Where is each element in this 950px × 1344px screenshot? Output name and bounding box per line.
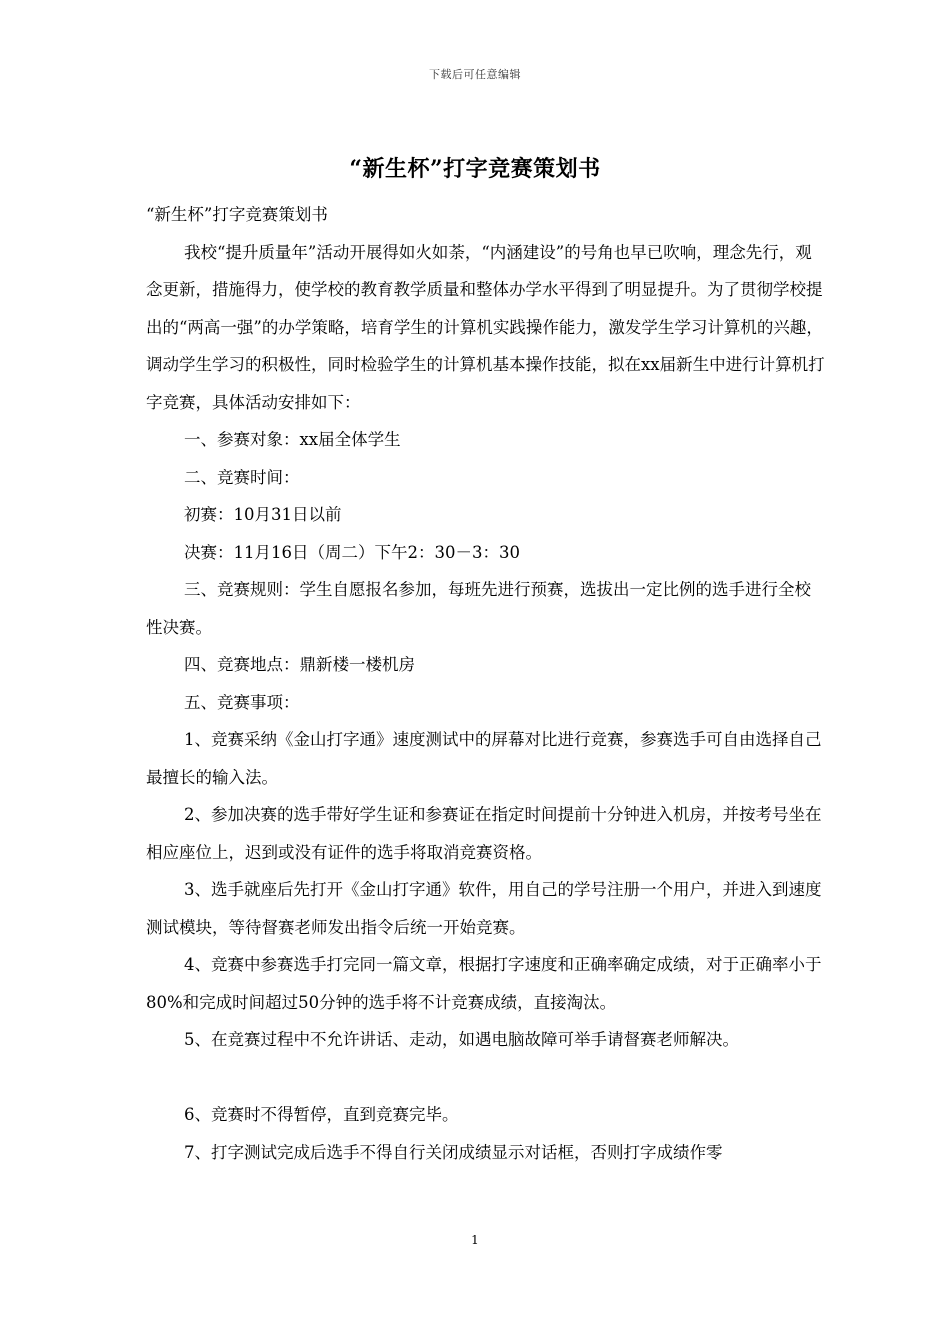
blank-line	[146, 1059, 826, 1097]
paragraph-item-4: 4、竞赛中参赛选手打完同一篇文章，根据打字速度和正确率确定成绩，对于正确率小于80%和完成时间超过50分钟的选手将不计竞赛成绩，直接淘汰。	[146, 955, 822, 1012]
paragraph-item-1: 1、竞赛采纳《金山打字通》速度测试中的屏幕对比进行竞赛，参赛选手可自由选择自己最擅长的输入法。	[146, 730, 822, 787]
paragraph-item-2: 2、参加决赛的选手带好学生证和参赛证在指定时间提前十分钟进入机房，并按考号坐在相应座位上，迟到或没有证件的选手将取消竞赛资格。	[146, 805, 822, 862]
paragraph-intro: 我校“提升质量年”活动开展得如火如荼，“内涵建设”的号角也早已吹响，理念先行，观念更新，措施得力，使学校的教育教学质量和整体办学水平得到了明显提升。为了贯彻学校提出的“两高一强”的办学策略，培育学生的计算机实践操作能力，激发学生学习计算机的兴趣，调动学生学习的积极性，同时检验学生的计算机基本操作技能，拟在xx届新生中进行计算机打字竞赛，具体活动安排如下：	[146, 242, 825, 412]
header-note: 下载后可任意编辑	[429, 68, 521, 81]
paragraph-location: 四、竞赛地点：鼎新楼一楼机房	[184, 655, 415, 674]
page-number: 1	[471, 1233, 479, 1247]
document-body	[146, 196, 826, 1171]
paragraph-participants: 一、参赛对象：xx届全体学生	[184, 430, 401, 449]
subtitle-line: “新生杯”打字竞赛策划书	[146, 205, 328, 224]
paragraph-item-3: 3、选手就座后先打开《金山打字通》软件，用自己的学号注册一个用户，并进入到速度测试模块，等待督赛老师发出指令后统一开始竞赛。	[146, 880, 822, 937]
paragraph-item-7: 7、打字测试完成后选手不得自行关闭成绩显示对话框，否则打字成绩作零	[184, 1142, 723, 1162]
paragraph-item-5: 5、在竞赛过程中不允许讲话、走动，如遇电脑故障可举手请督赛老师解决。	[184, 1030, 739, 1049]
paragraph-final: 决赛：11月16日（周二）下午2：30－3：30	[184, 542, 520, 562]
paragraph-matters-heading: 五、竞赛事项：	[184, 692, 300, 712]
paragraph-preliminary: 初赛：10月31日以前	[184, 505, 342, 524]
paragraph-item-6: 6、竞赛时不得暂停，直到竞赛完毕。	[184, 1105, 459, 1124]
paragraph-time-heading: 二、竞赛时间：	[184, 467, 300, 487]
paragraph-rules: 三、竞赛规则：学生自愿报名参加，每班先进行预赛，选拔出一定比例的选手进行全校性决赛。	[146, 580, 811, 637]
document-title: “新生杯”打字竞赛策划书	[349, 156, 601, 182]
